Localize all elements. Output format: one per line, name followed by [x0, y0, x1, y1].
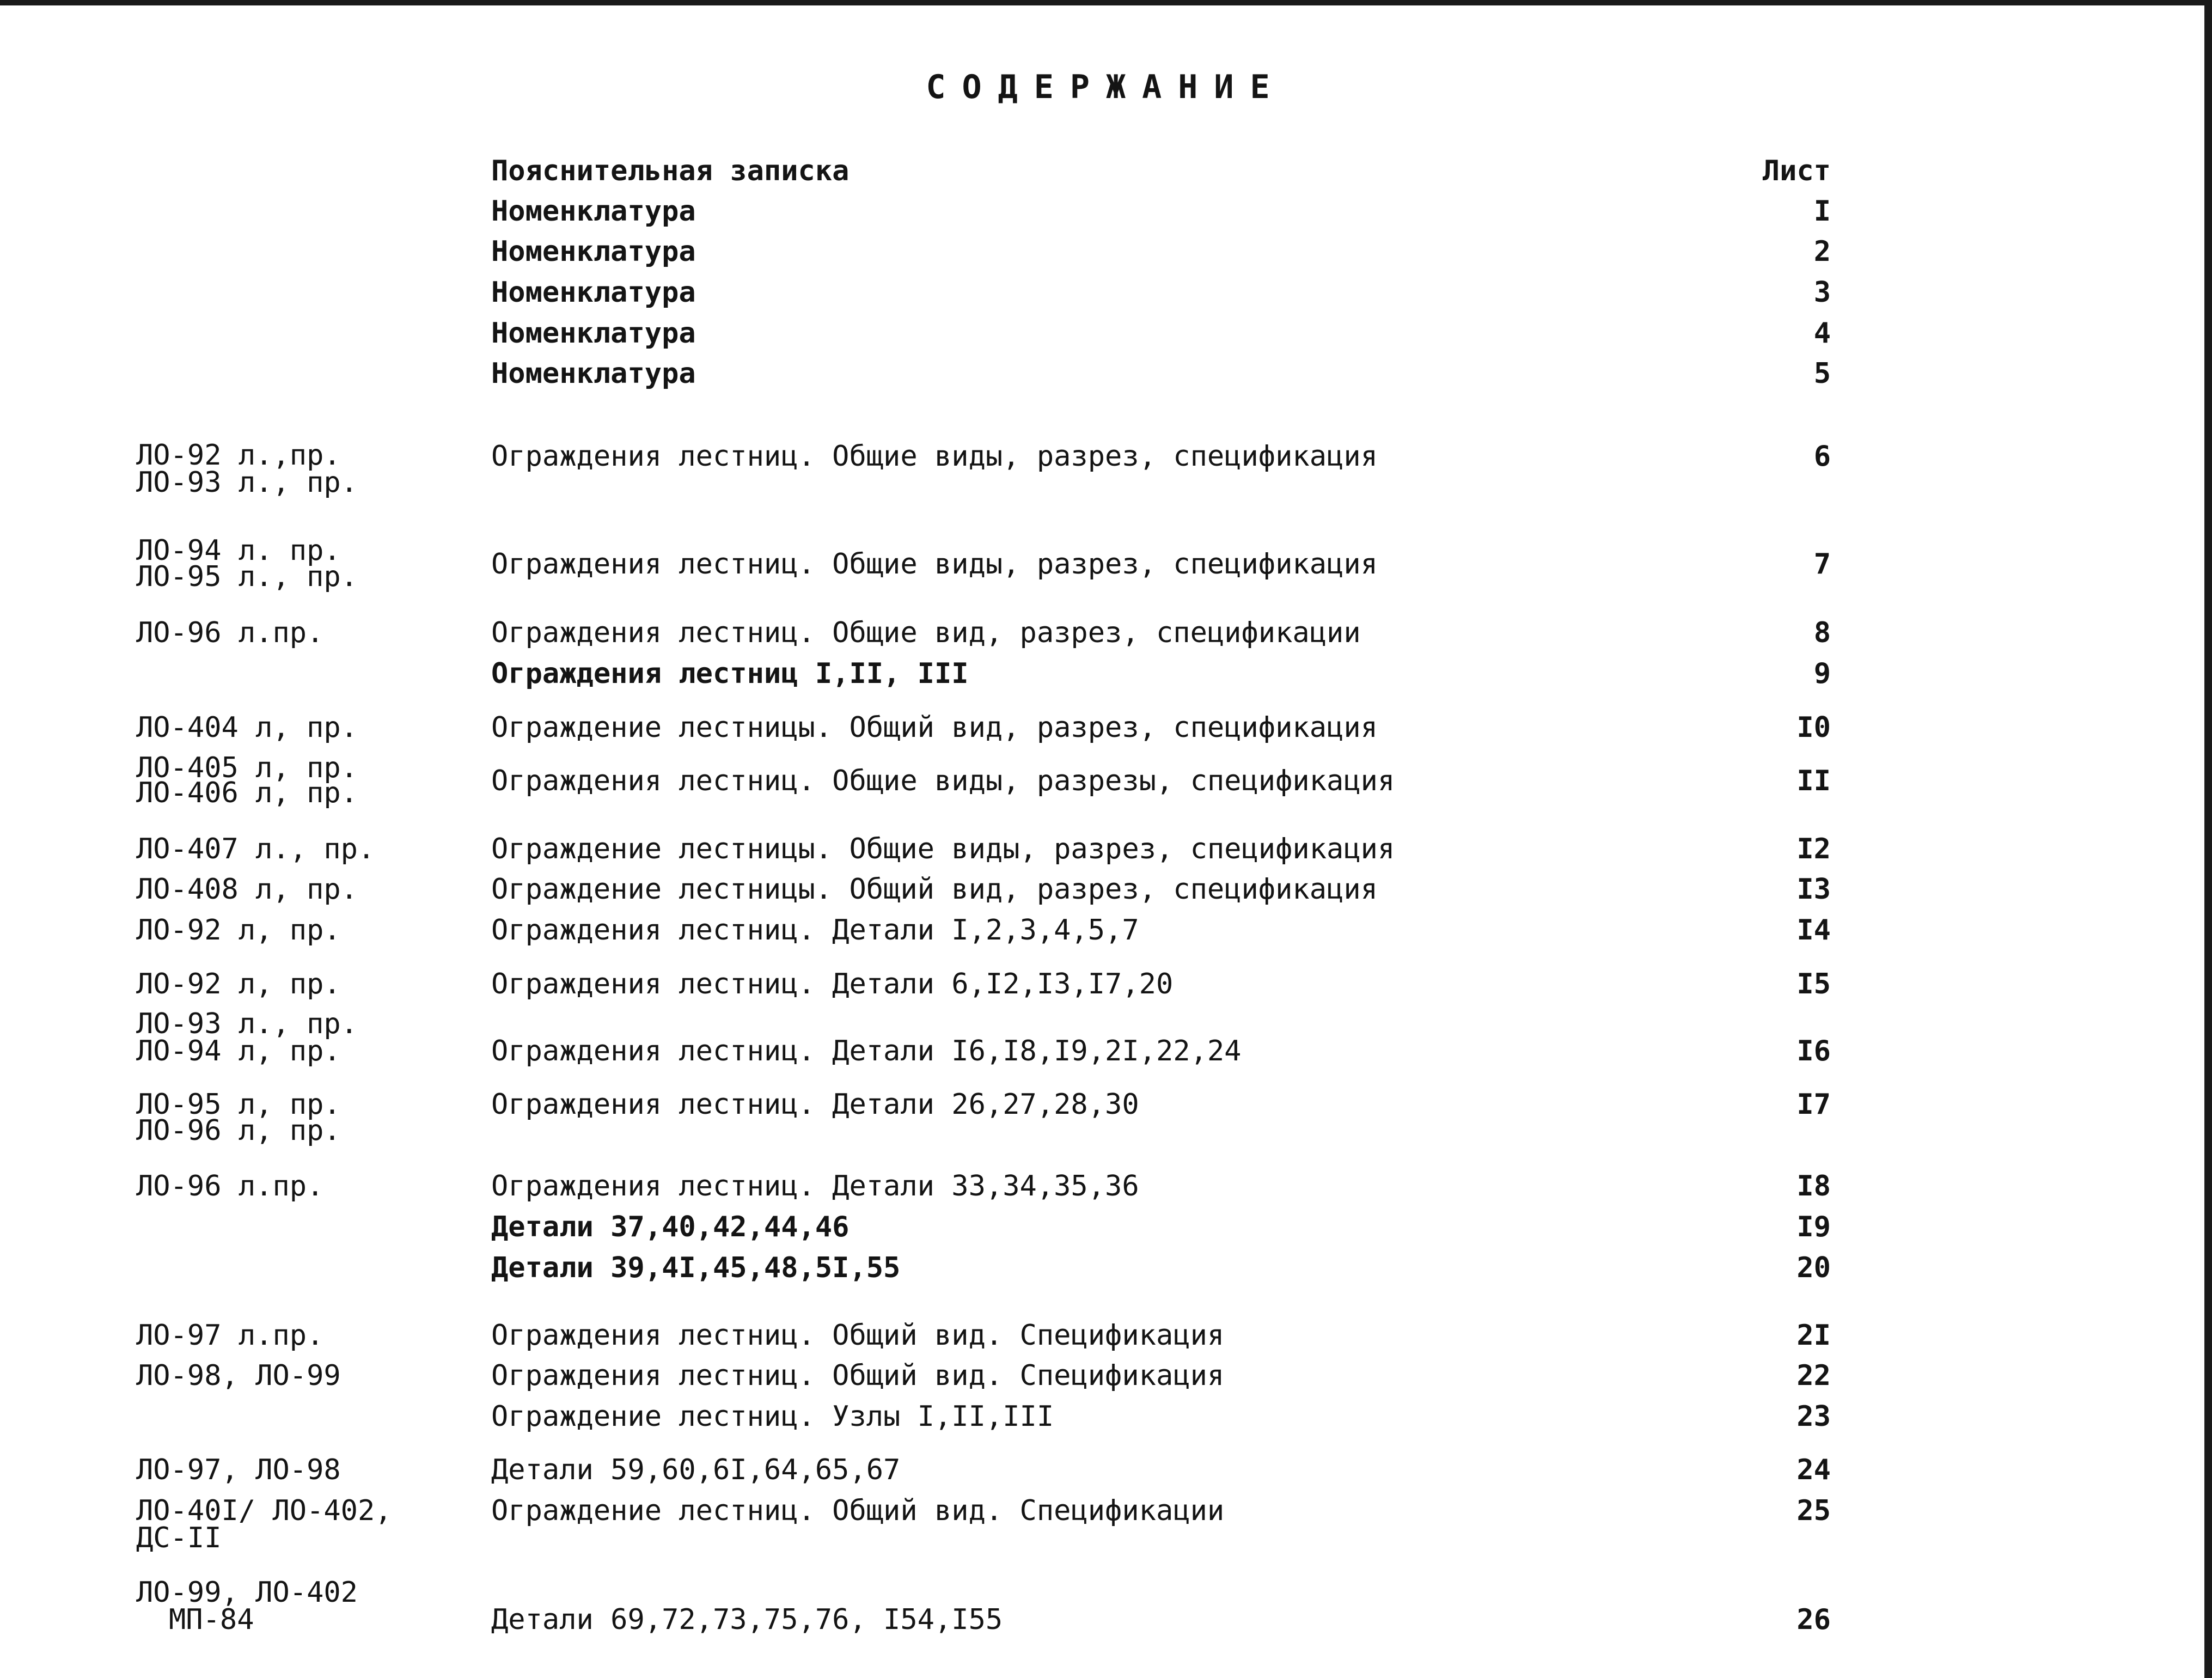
drawing-code: ЛО-93 л., пр. [136, 1008, 358, 1040]
sheet-number: 24 [1797, 1454, 1831, 1486]
sheet-number: 22 [1797, 1359, 1831, 1392]
drawing-code: ЛО-408 л, пр. [136, 873, 358, 906]
sheet-number: 5 [1813, 357, 1831, 390]
contents-description: Ограждения лестниц. Детали 33,34,35,36 [491, 1170, 1139, 1203]
drawing-code: ЛО-405 л, пр. [136, 752, 358, 784]
drawing-code: ЛО-95 л, пр. [136, 1088, 341, 1121]
intro-item-nomenclature: Номенклатура [491, 357, 696, 390]
sheet-number: I0 [1797, 711, 1831, 744]
drawing-code: ЛО-93 л., пр. [136, 466, 358, 499]
scan-border-right [2204, 0, 2212, 1678]
drawing-code: ЛО-97 л.пр. [136, 1319, 324, 1352]
drawing-code: МП-84 [169, 1603, 254, 1636]
drawing-code: ЛО-40I/ ЛО-402, [136, 1494, 392, 1527]
drawing-code: ЛО-99, ЛО-402 [136, 1576, 358, 1609]
sheet-number: I7 [1797, 1088, 1831, 1121]
contents-description: Ограждения лестниц. Детали I,2,3,4,5,7 [491, 914, 1139, 947]
sheet-number: I [1813, 195, 1831, 228]
intro-item-nomenclature: Номенклатура [491, 317, 696, 350]
drawing-code: ЛО-96 л.пр. [136, 617, 324, 649]
drawing-code: ДС-II [136, 1522, 222, 1554]
sheet-number: II [1797, 765, 1831, 797]
intro-item-nomenclature: Номенклатура [491, 276, 696, 309]
sheet-number: I3 [1797, 873, 1831, 906]
drawing-code: ЛО-407 л., пр. [136, 833, 375, 865]
contents-description: Ограждение лестницы. Общий вид, разрез, спецификация [491, 873, 1378, 906]
intro-item-nomenclature: Номенклатура [491, 195, 696, 228]
drawing-code: ЛО-94 л. пр. [136, 534, 341, 567]
drawing-code: ЛО-94 л, пр. [136, 1035, 341, 1067]
drawing-code: ЛО-404 л, пр. [136, 711, 358, 744]
contents-description: Детали 59,60,6I,64,65,67 [491, 1454, 901, 1486]
contents-description: Ограждение лестницы. Общий вид, разрез, спецификация [491, 711, 1378, 744]
sheet-number: I5 [1797, 968, 1831, 1000]
sheet-number: 25 [1797, 1494, 1831, 1527]
sheet-number: 2I [1797, 1319, 1831, 1352]
sheet-number: 3 [1813, 276, 1831, 309]
contents-description: Ограждения лестниц. Детали I6,I8,I9,2I,22,24 [491, 1035, 1242, 1067]
drawing-code: ЛО-97, ЛО-98 [136, 1454, 341, 1486]
sheet-number: I9 [1797, 1211, 1831, 1243]
contents-description: Детали 69,72,73,75,76, I54,I55 [491, 1603, 1003, 1636]
contents-description: Детали 37,40,42,44,46 [491, 1211, 850, 1243]
drawing-code: ЛО-92 л, пр. [136, 914, 341, 947]
intro-item-explanatory-note: Пояснительная записка [491, 155, 850, 187]
drawing-code: ЛО-92 л.,пр. [136, 439, 341, 472]
drawing-code: ЛО-96 л.пр. [136, 1170, 324, 1203]
drawing-code: ЛО-406 л, пр. [136, 777, 358, 809]
contents-description: Ограждения лестниц I,II, III [491, 657, 969, 690]
drawing-code: ЛО-98, ЛО-99 [136, 1359, 341, 1392]
sheet-number: I2 [1797, 833, 1831, 865]
scan-border-top [0, 0, 2212, 5]
contents-description: Ограждение лестниц. Узлы I,II,III [491, 1400, 1054, 1433]
sheet-number: 8 [1813, 617, 1831, 649]
sheet-number: 2 [1813, 235, 1831, 268]
sheet-number: I4 [1797, 914, 1831, 947]
contents-description: Ограждения лестниц. Общие виды, разрез, спецификация [491, 548, 1378, 581]
sheet-number: 4 [1813, 317, 1831, 350]
sheet-column-header: Лист [1762, 155, 1831, 187]
page-title: СОДЕРЖАНИЕ [926, 68, 1286, 106]
sheet-number: 23 [1797, 1400, 1831, 1433]
contents-description: Ограждения лестниц. Общие вид, разрез, спецификации [491, 617, 1361, 649]
drawing-code: ЛО-96 л, пр. [136, 1114, 341, 1147]
contents-description: Ограждение лестницы. Общие виды, разрез, спецификация [491, 833, 1395, 865]
contents-description: Ограждения лестниц. Детали 6,I2,I3,I7,20 [491, 968, 1174, 1000]
drawing-code: ЛО-95 л., пр. [136, 560, 358, 593]
intro-item-nomenclature: Номенклатура [491, 235, 696, 268]
sheet-number: 6 [1813, 440, 1831, 473]
contents-description: Ограждения лестниц. Общий вид. Спецификация [491, 1319, 1225, 1352]
sheet-number: 20 [1797, 1252, 1831, 1284]
sheet-number: I8 [1797, 1170, 1831, 1203]
drawing-code: ЛО-92 л, пр. [136, 968, 341, 1000]
contents-description: Детали 39,4I,45,48,5I,55 [491, 1252, 901, 1284]
contents-description: Ограждения лестниц. Общие виды, разрез, спецификация [491, 440, 1378, 473]
sheet-number: 9 [1813, 657, 1831, 690]
sheet-number: 26 [1797, 1603, 1831, 1636]
sheet-number: I6 [1797, 1035, 1831, 1067]
contents-description: Ограждения лестниц. Общий вид. Спецификация [491, 1359, 1225, 1392]
contents-description: Ограждения лестниц. Общие виды, разрезы, спецификация [491, 765, 1395, 797]
contents-description: Ограждения лестниц. Детали 26,27,28,30 [491, 1088, 1139, 1121]
contents-description: Ограждение лестниц. Общий вид. Спецификации [491, 1494, 1225, 1527]
sheet-number: 7 [1813, 548, 1831, 581]
